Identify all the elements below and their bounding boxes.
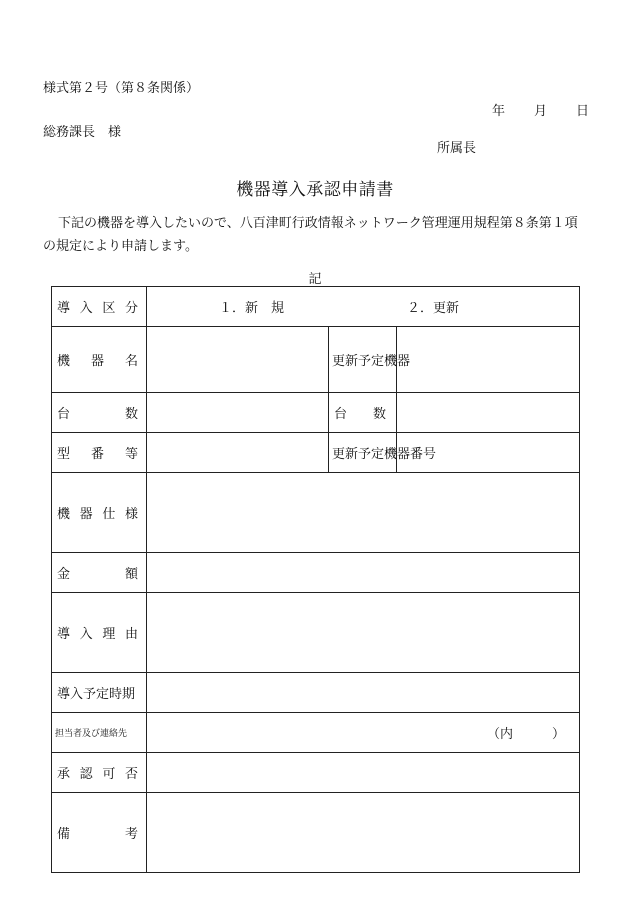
ki-marker: 記 — [308, 272, 322, 287]
label-renewal-device-number: 更新予定機器番号 — [329, 433, 397, 473]
row-model — [52, 433, 580, 473]
label-count: 台 数 — [52, 393, 147, 433]
row-schedule — [52, 673, 580, 713]
field-count[interactable] — [147, 393, 329, 433]
date-month: 月 — [534, 104, 548, 119]
label-renewal-count: 台 数 — [329, 393, 397, 433]
sender: 所属長 — [437, 141, 477, 156]
label-device-name: 機 器 名 — [52, 327, 147, 393]
field-spec[interactable] — [147, 473, 580, 553]
field-reason[interactable] — [147, 593, 580, 673]
row-introduction-type — [52, 287, 580, 327]
field-remarks[interactable] — [147, 793, 580, 873]
label-remarks: 備 考 — [52, 793, 147, 873]
form-number: 様式第２号（第８条関係） — [43, 81, 200, 96]
label-amount: 金 額 — [52, 553, 147, 593]
option-new[interactable]: １．新 規 — [219, 301, 285, 316]
label-renewal-device: 更新予定機器 — [329, 327, 397, 393]
extension-label: （内 ） — [487, 727, 566, 742]
field-device-name[interactable] — [147, 327, 329, 393]
row-remarks — [52, 793, 580, 873]
field-schedule[interactable] — [147, 673, 580, 713]
label-approval: 承 認 可 否 — [52, 753, 147, 793]
introduction-type-options[interactable] — [147, 287, 580, 327]
label-reason: 導 入 理 由 — [52, 593, 147, 673]
label-spec: 機 器 仕 様 — [52, 473, 147, 553]
field-renewal-device[interactable] — [397, 327, 580, 393]
addressee: 総務課長 様 — [43, 125, 122, 140]
application-form-table — [51, 286, 580, 873]
field-amount[interactable] — [147, 553, 580, 593]
row-approval — [52, 753, 580, 793]
row-contact — [52, 713, 580, 753]
row-amount — [52, 553, 580, 593]
document-title: 機器導入承認申請書 — [236, 180, 394, 200]
label-model: 型 番 等 — [52, 433, 147, 473]
body-text: 下記の機器を導入したいので、八百津町行政情報ネットワーク管理運用規程第８条第１項の規定により申請します。 — [43, 216, 578, 254]
label-contact: 担当者及び連絡先 — [52, 713, 147, 753]
field-renewal-count[interactable] — [397, 393, 580, 433]
option-renewal[interactable]: ２．更新 — [407, 301, 460, 316]
date-line — [492, 100, 589, 119]
row-reason — [52, 593, 580, 673]
field-approval[interactable] — [147, 753, 580, 793]
label-introduction-type: 導 入 区 分 — [52, 287, 147, 327]
label-schedule: 導入予定時期 — [52, 673, 147, 713]
row-device-name — [52, 327, 580, 393]
field-model[interactable] — [147, 433, 329, 473]
row-count — [52, 393, 580, 433]
date-day: 日 — [576, 104, 590, 119]
row-spec — [52, 473, 580, 553]
field-contact[interactable] — [147, 713, 580, 753]
date-year: 年 — [492, 104, 506, 119]
